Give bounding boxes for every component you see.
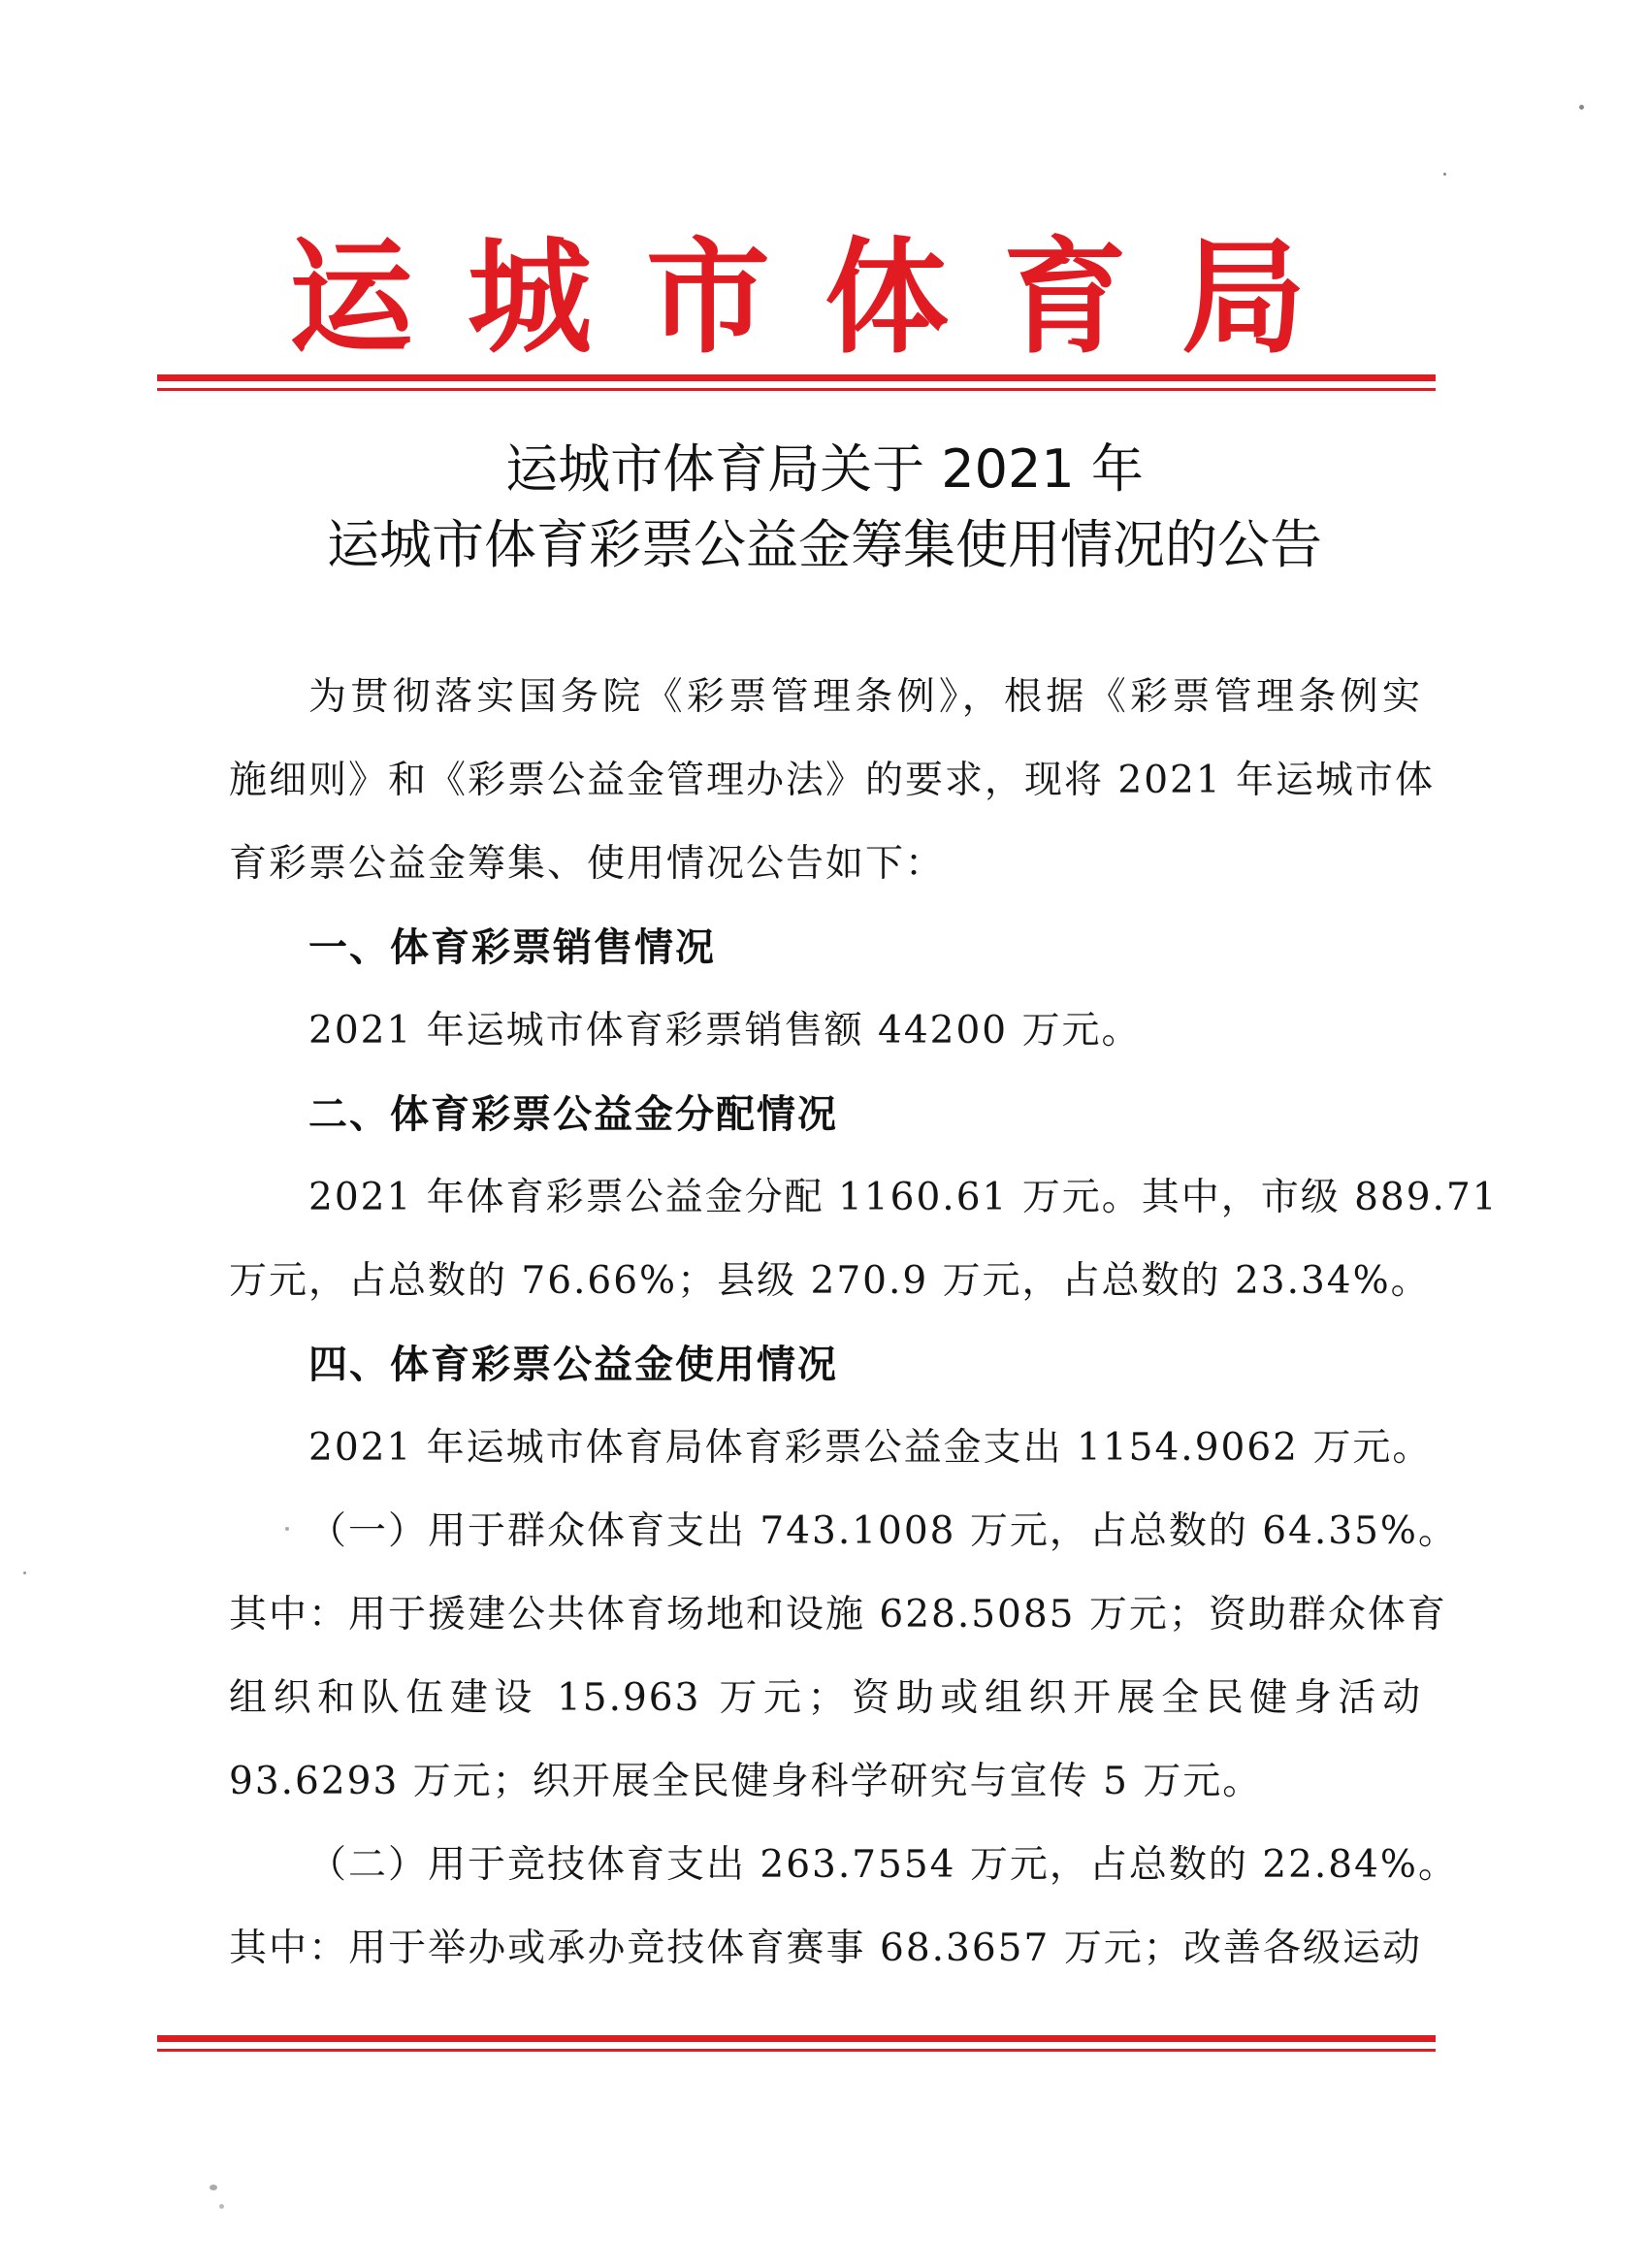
item1-line-2: 其中：用于援建公共体育场地和设施 628.5085 万元；资助群众体育	[229, 1593, 1447, 1636]
footer-rule-thin	[157, 2049, 1436, 2052]
item1-line-1: （一）用于群众体育支出 743.1008 万元，占总数的 64.35%。	[308, 1509, 1458, 1553]
scan-speck	[210, 2185, 217, 2190]
scan-speck	[23, 1571, 26, 1574]
document-title-line-1: 运城市体育局关于 2021 年	[505, 438, 1144, 500]
section-heading-usage: 四、体育彩票公益金使用情况	[308, 1343, 838, 1387]
intro-line-1: 为贯彻落实国务院《彩票管理条例》，根据《彩票管理条例实	[308, 675, 1422, 719]
usage-text: 2021 年运城市体育局体育彩票公益金支出 1154.9062 万元。	[308, 1426, 1433, 1470]
scan-speck	[285, 1527, 289, 1531]
item2-line-2: 其中：用于举办或承办竞技体育赛事 68.3657 万元；改善各级运动	[229, 1927, 1422, 1970]
allocation-line-1: 2021 年体育彩票公益金分配 1160.61 万元。其中，市级 889.71	[308, 1176, 1499, 1219]
scan-speck	[1579, 105, 1584, 110]
intro-line-3: 育彩票公益金筹集、使用情况公告如下：	[229, 842, 946, 886]
letterhead-rule-thin	[157, 388, 1436, 391]
intro-line-2: 施细则》和《彩票公益金管理办法》的要求，现将 2021 年运城市体	[229, 759, 1436, 802]
scan-speck	[1443, 173, 1446, 176]
allocation-line-2: 万元，占总数的 76.66%；县级 270.9 万元，占总数的 23.34%。	[229, 1259, 1431, 1303]
item1-line-3: 组织和队伍建设 15.963 万元；资助或组织开展全民健身活动	[229, 1676, 1422, 1720]
item2-line-1: （二）用于竞技体育支出 263.7554 万元，占总数的 22.84%。	[308, 1843, 1458, 1887]
scan-speck	[219, 2204, 224, 2209]
item1-line-4: 93.6293 万元；织开展全民健身科学研究与宣传 5 万元。	[229, 1760, 1263, 1803]
section-heading-sales: 一、体育彩票销售情况	[308, 925, 716, 970]
footer-rule-thick	[157, 2035, 1436, 2042]
sales-text: 2021 年运城市体育彩票销售额 44200 万元。	[308, 1009, 1142, 1053]
section-heading-allocation: 二、体育彩票公益金分配情况	[308, 1092, 838, 1137]
letterhead-title: 运城市体育局	[288, 225, 1360, 371]
letterhead-rule-thick	[157, 374, 1436, 381]
document-title-line-2: 运城市体育彩票公益金筹集使用情况的公告	[327, 514, 1322, 575]
